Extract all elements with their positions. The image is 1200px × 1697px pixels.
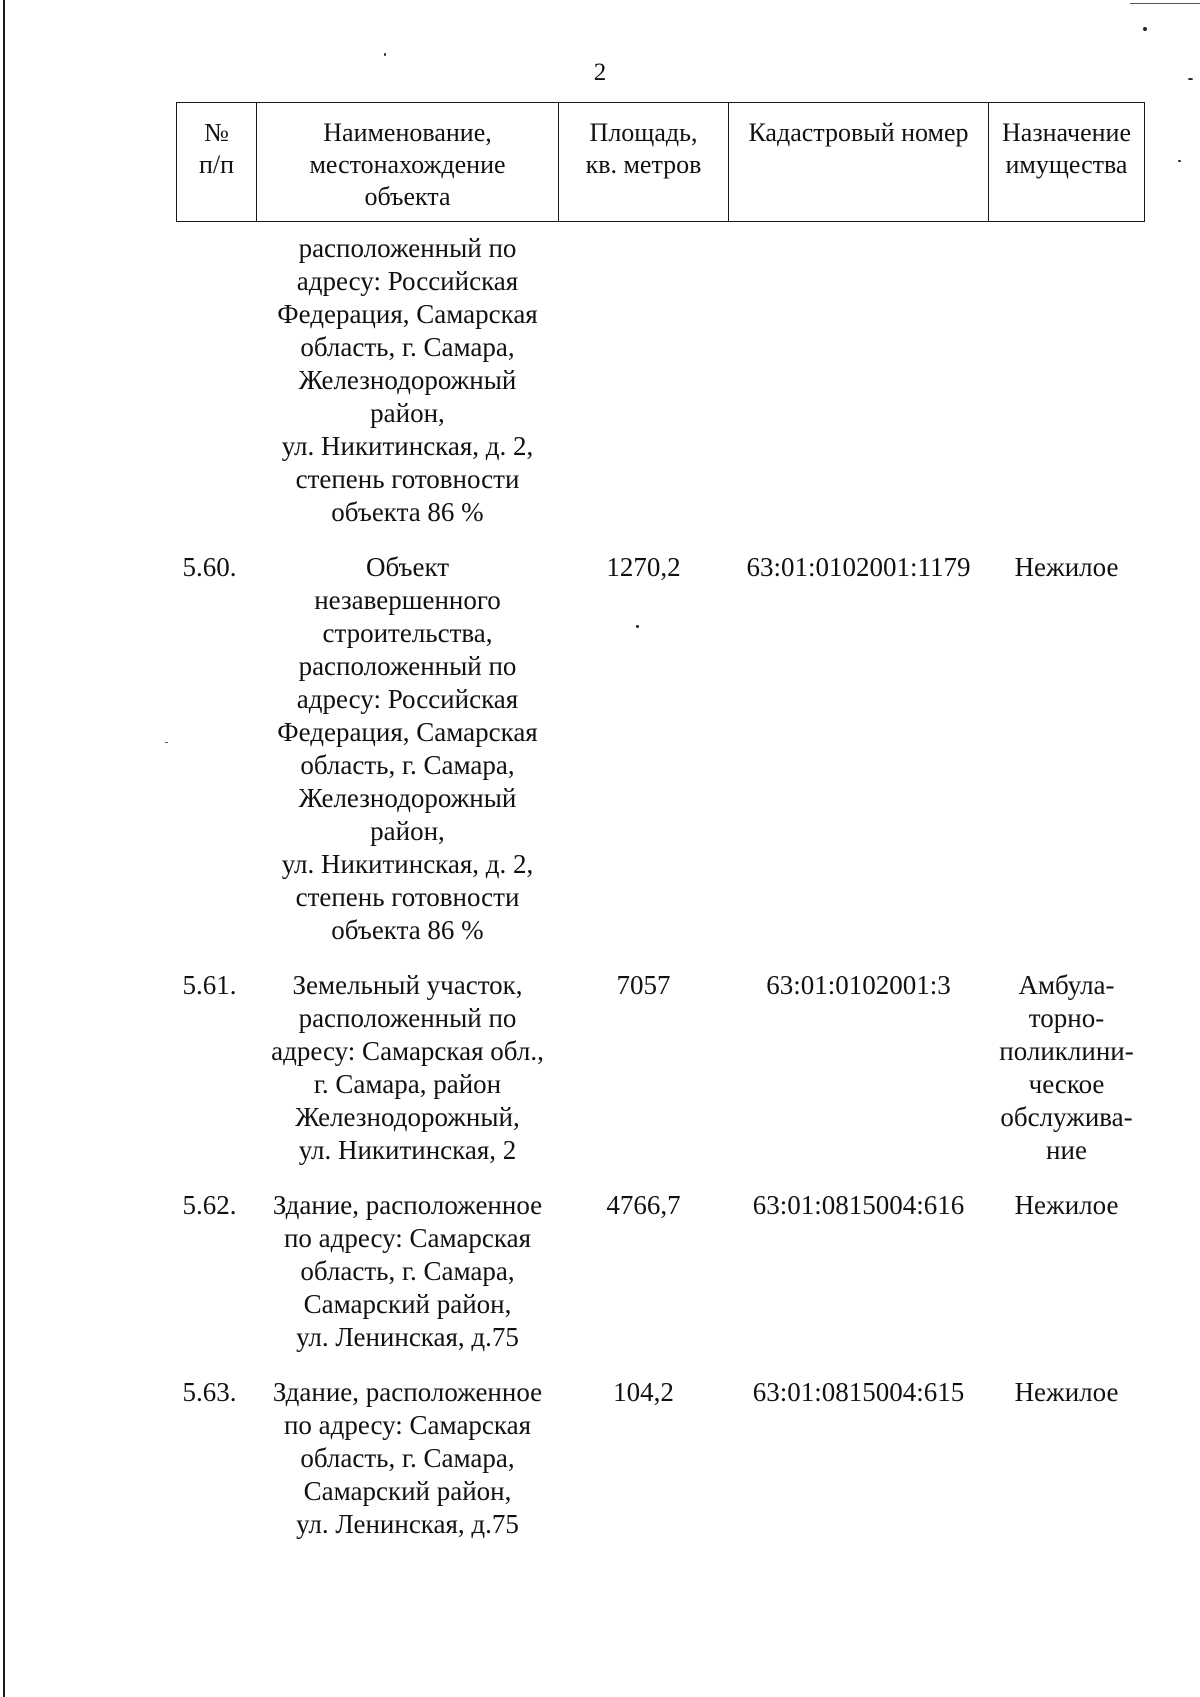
property-table xyxy=(176,102,1145,1563)
cell-purpose: Нежилое xyxy=(1014,1190,1119,1220)
cell-number: 5.60. xyxy=(182,552,237,582)
cell-area: 7057 xyxy=(616,970,671,1000)
cell-cadastral: 63:01:0815004:616 xyxy=(752,1190,965,1220)
scan-speck xyxy=(384,53,386,56)
cell-cadastral: 63:01:0102001:3 xyxy=(766,970,951,1000)
scan-speck xyxy=(1178,160,1181,162)
cell-name: Здание, расположенное по адресу: Самарская область, г. Самара, Самарский район, ул. Ленинская, д.75 xyxy=(272,1377,543,1539)
scan-speck xyxy=(1143,27,1147,31)
cell-name: Здание, расположенное по адресу: Самарская область, г. Самара, Самарский район, ул. Ленинская, д.75 xyxy=(272,1190,543,1352)
header-area: Площадь, кв. метров xyxy=(559,103,729,222)
header-number: № п/п xyxy=(177,103,257,222)
scan-top-mark xyxy=(1130,3,1200,4)
page-number: 2 xyxy=(593,59,607,86)
table-row-continuation xyxy=(177,222,1145,552)
cell-number xyxy=(177,222,257,552)
cell-purpose: Нежилое xyxy=(1014,1377,1119,1407)
cell-name: расположенный по адресу: Российская Федерация, Самарская область, г. Самара, Железнодорожный район, ул. Никитинская, д. 2, степень готовности объекта 86 % xyxy=(277,233,538,527)
cell-area xyxy=(559,222,729,552)
cell-purpose xyxy=(989,222,1145,552)
header-purpose: Назначение имущества xyxy=(989,103,1145,222)
cell-name: Объект незавершенного строительства, расположенный по адресу: Российская Федерация, Самарская область, г. Самара, Железнодорожный район, ул. Никитинская, д. 2, степень готовности объекта 86 % xyxy=(277,552,538,945)
table-row xyxy=(177,1376,1145,1563)
cell-number: 5.61. xyxy=(182,970,237,1000)
cell-cadastral: 63:01:0815004:615 xyxy=(752,1377,965,1407)
table-header-row xyxy=(177,103,1145,222)
cell-purpose: Нежилое xyxy=(1014,552,1119,582)
scan-speck xyxy=(165,742,168,743)
cell-area: 4766,7 xyxy=(606,1190,681,1220)
cell-number: 5.62. xyxy=(182,1190,237,1220)
cell-cadastral xyxy=(729,222,989,552)
table-row xyxy=(177,551,1145,969)
table-row xyxy=(177,969,1145,1189)
cell-area: 1270,2 xyxy=(606,552,681,582)
cell-purpose: Амбула- торно- поликлини- ческое обслужива- ние xyxy=(999,970,1134,1165)
cell-number: 5.63. xyxy=(182,1377,237,1407)
cell-name: Земельный участок, расположенный по адресу: Самарская обл., г. Самара, район Железнодорожный, ул. Никитинская, 2 xyxy=(271,970,544,1165)
cell-cadastral: 63:01:0102001:1179 xyxy=(746,552,971,582)
cell-area: 104,2 xyxy=(613,1377,674,1407)
header-name-location: Наименование, местонахождение объекта xyxy=(257,103,559,222)
table-row xyxy=(177,1189,1145,1376)
scan-left-edge xyxy=(3,0,5,1697)
header-cadastral-number: Кадастровый номер xyxy=(729,103,989,222)
